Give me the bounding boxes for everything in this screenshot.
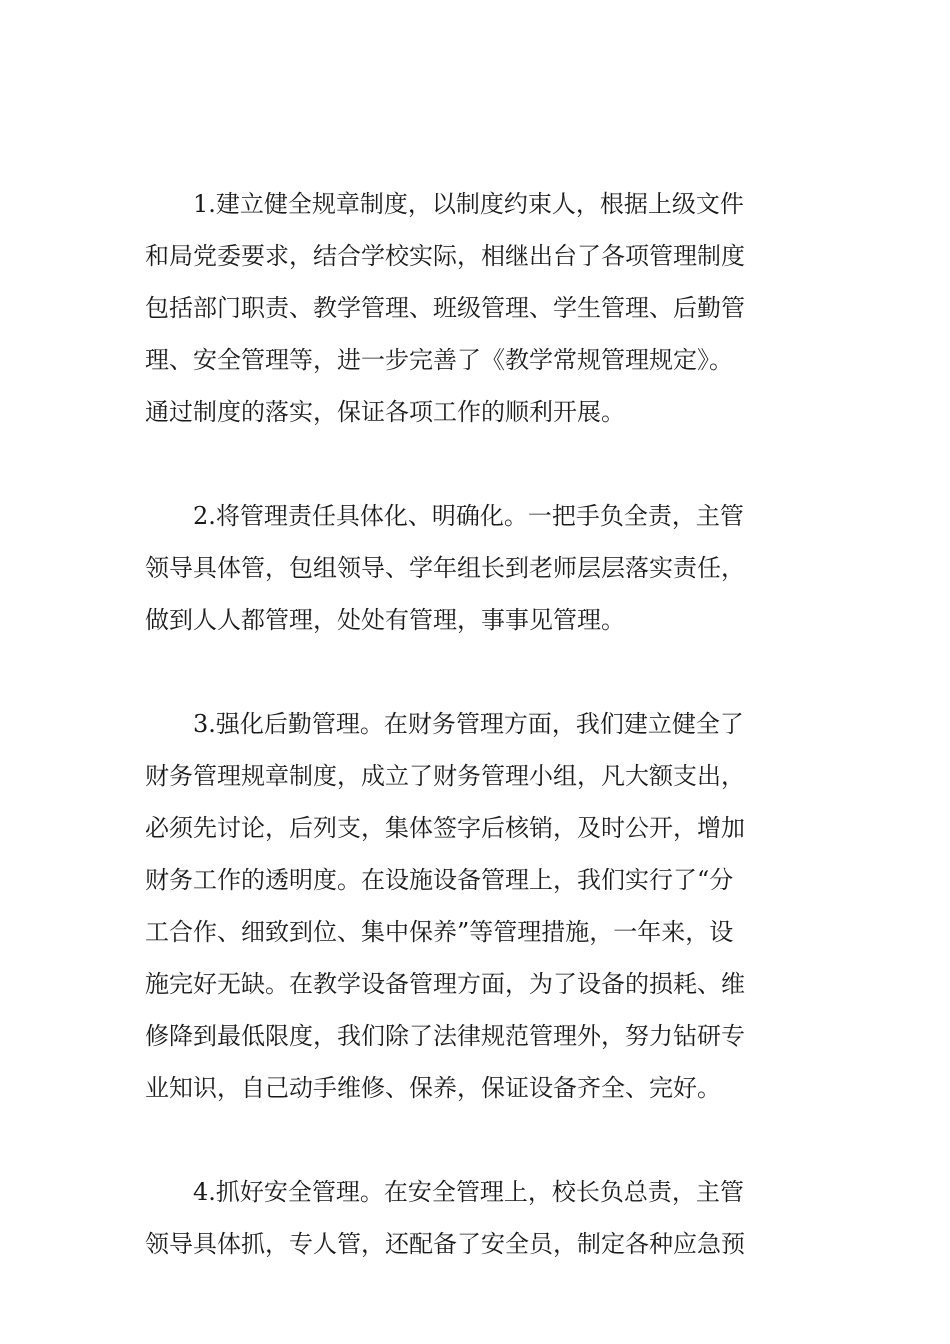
paragraph-line: 2.将管理责任具体化、明确化。一把手负全责，主管 <box>193 502 744 530</box>
paragraph-line: 做到人人都管理，处处有管理，事事见管理。 <box>145 606 625 634</box>
paragraph-line: 领导具体抓，专人管，还配备了安全员，制定各种应急预 <box>145 1230 745 1258</box>
paragraph-spacer <box>145 438 807 490</box>
paragraph-2 <box>145 490 807 646</box>
paragraph-4 <box>145 1166 807 1270</box>
paragraph-line: 财务工作的透明度。在设施设备管理上，我们实行了“分 <box>145 866 734 894</box>
paragraph-line: 通过制度的落实，保证各项工作的顺利开展。 <box>145 398 625 426</box>
paragraph-line: 包括部门职责、教学管理、班级管理、学生管理、后勤管 <box>145 294 745 322</box>
paragraph-line: 领导具体管，包组领导、学年组长到老师层层落实责任， <box>145 554 745 582</box>
paragraph-spacer <box>145 646 807 698</box>
paragraph-line: 理、安全管理等，进一步完善了《教学常规管理规定》。 <box>145 346 733 374</box>
paragraph-spacer <box>145 1114 807 1166</box>
paragraph-3 <box>145 698 807 1114</box>
paragraph-line: 施完好无缺。在教学设备管理方面，为了设备的损耗、维 <box>145 970 745 998</box>
paragraph-line: 必须先讨论，后列支，集体签字后核销，及时公开，增加 <box>145 814 745 842</box>
paragraph-line: 3.强化后勤管理。在财务管理方面，我们建立健全了 <box>193 710 744 738</box>
paragraph-line: 财务管理规章制度，成立了财务管理小组，凡大额支出， <box>145 762 745 790</box>
paragraph-1 <box>145 178 807 438</box>
paragraph-line: 和局党委要求，结合学校实际，相继出台了各项管理制度 <box>145 242 745 270</box>
paragraph-line: 修降到最低限度，我们除了法律规范管理外，努力钻研专 <box>145 1022 745 1050</box>
paragraph-line: 业知识，自己动手维修、保养，保证设备齐全、完好。 <box>145 1074 721 1102</box>
paragraph-line: 1.建立健全规章制度，以制度约束人，根据上级文件 <box>193 190 744 218</box>
paragraph-line: 工合作、细致到位、集中保养”等管理措施，一年来，设 <box>145 918 734 946</box>
document-body <box>145 178 807 1270</box>
paragraph-line: 4.抓好安全管理。在安全管理上，校长负总责，主管 <box>193 1178 744 1206</box>
